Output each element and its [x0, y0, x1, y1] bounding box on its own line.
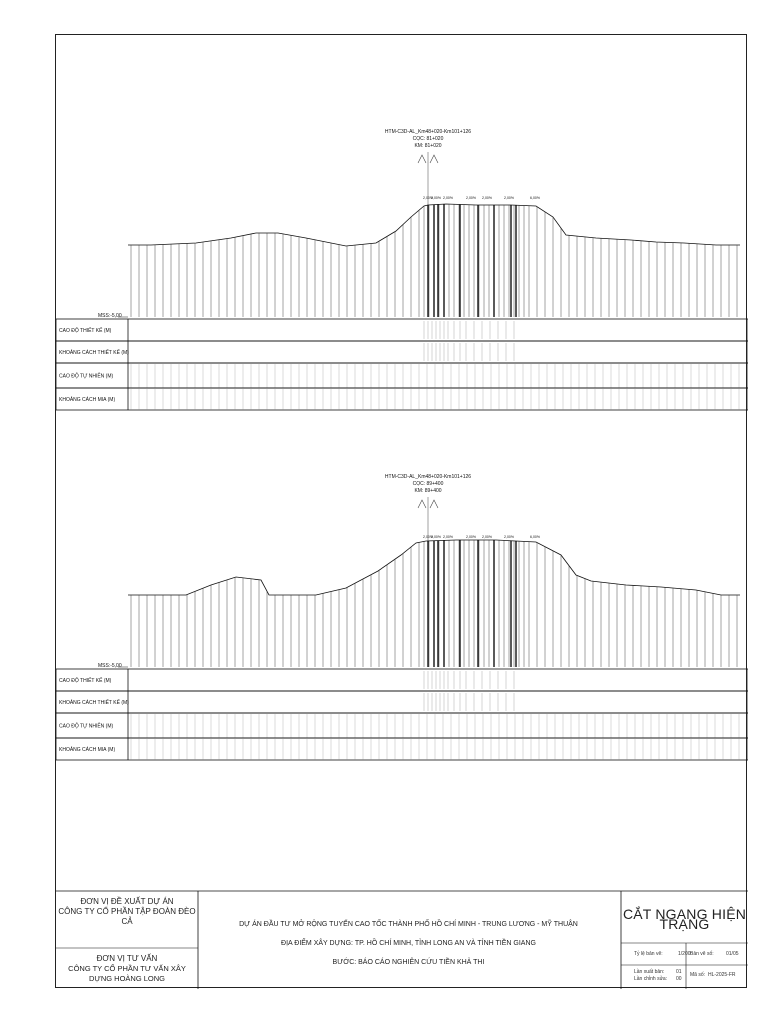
slope-label: 2,00% [423, 196, 433, 200]
scale-value: 1/200 [678, 951, 691, 957]
issue-label: Lần xuất bản: [634, 969, 665, 975]
slope-label: 2,00% [482, 535, 492, 539]
proposer-name: CÔNG TY CỔ PHẦN TẬP ĐOÀN ĐÈO CẢ [58, 907, 196, 926]
scale-label: Tỷ lệ bản vẽ: [634, 951, 663, 957]
project-name: DỰ ÁN ĐẦU TƯ MỞ RỘNG TUYẾN CAO TỐC THÀNH PHỐ HỒ CHÍ MINH - TRUNG LƯƠNG - MỸ THUẬN [239, 921, 578, 928]
code-label: Mã số: [690, 972, 706, 978]
slope-label: 2,00% [443, 535, 453, 539]
table-row [56, 669, 748, 691]
slope-label: 2,00% [423, 535, 433, 539]
project-location: ĐỊA ĐIỂM XÂY DỰNG: TP. HỒ CHÍ MINH, TỈNH LONG AN VÀ TỈNH TIỀN GIANG [281, 940, 536, 947]
table-row [56, 388, 748, 410]
table-row [56, 319, 748, 341]
section-header-line: KM: 81+020 [414, 143, 442, 149]
row-label: KHOẢNG CÁCH MIA (M) [59, 397, 116, 403]
slope-label: 6,00% [530, 535, 540, 539]
survey-symbol [430, 500, 438, 508]
datum-label: MSS:-5,00 [98, 313, 122, 319]
project-block [206, 920, 611, 968]
datum-label: MSS:-5,00 [98, 663, 122, 669]
row-label: KHOẢNG CÁCH THIẾT KẾ (M) [59, 700, 129, 706]
survey-symbol [430, 155, 438, 163]
cross-section-2 [56, 474, 748, 760]
slope-label: 2,00% [431, 196, 441, 200]
drawing-no-value: 01/05 [726, 951, 739, 957]
row-label: KHOẢNG CÁCH THIẾT KẾ (M) [59, 350, 129, 356]
revision-label: Lần chỉnh sửa: [634, 976, 668, 982]
drawing-no-label: Bản vẽ số: [690, 951, 714, 957]
table-row [56, 341, 748, 363]
drawing-sheet [55, 34, 747, 988]
drawing-title: CẮT NGANG HIỆN TRẠNG [622, 906, 747, 932]
consultant-label: ĐƠN VỊ TƯ VẤN [96, 954, 158, 963]
slope-label: 2,00% [443, 196, 453, 200]
section-header-line: HTM-C3D-AL_Km48+020-Km101+126 [384, 474, 472, 480]
issue-value: 01 [676, 969, 682, 975]
row-label: CAO ĐỘ THIẾT KẾ (M) [59, 328, 112, 334]
section-header-line: CỌC: 89+400 [412, 481, 444, 487]
section-header-line: KM: 89+400 [414, 488, 442, 494]
proposer-label: ĐƠN VỊ ĐỀ XUẤT DỰ ÁN [80, 897, 174, 906]
project-stage: BƯỚC: BÁO CÁO NGHIÊN CỨU TIỀN KHẢ THI [332, 959, 485, 966]
consultant-block [56, 954, 198, 984]
code-value: HL-2025-FR [708, 972, 736, 978]
survey-symbol [418, 500, 426, 508]
row-label: CAO ĐỘ THIẾT KẾ (M) [59, 678, 112, 684]
cross-section-drawing [56, 35, 748, 989]
table-row [56, 363, 748, 388]
slope-label: 2,00% [466, 535, 476, 539]
proposer-block [56, 897, 198, 927]
slope-label: 2,00% [466, 196, 476, 200]
slope-label: 2,00% [504, 196, 514, 200]
revision-value: 00 [676, 976, 682, 982]
section-header-line: HTM-C3D-AL_Km48+020-Km101+126 [384, 129, 472, 135]
survey-symbol [418, 155, 426, 163]
slope-label: 2,00% [482, 196, 492, 200]
row-label: KHOẢNG CÁCH MIA (M) [59, 747, 116, 753]
table-row [56, 691, 748, 713]
table-row [56, 713, 748, 738]
slope-label: 2,00% [504, 535, 514, 539]
cross-section-1 [56, 129, 748, 410]
slope-label: 6,00% [530, 196, 540, 200]
row-label: CAO ĐỘ TỰ NHIÊN (M) [59, 723, 114, 730]
section-header-line: CỌC: 81+020 [412, 136, 444, 142]
slope-label: 2,00% [431, 535, 441, 539]
consultant-name: CÔNG TY CỔ PHẦN TƯ VẤN XÂY DỰNG HOÀNG LONG [68, 964, 186, 983]
row-label: CAO ĐỘ TỰ NHIÊN (M) [59, 373, 114, 380]
table-row [56, 738, 748, 760]
